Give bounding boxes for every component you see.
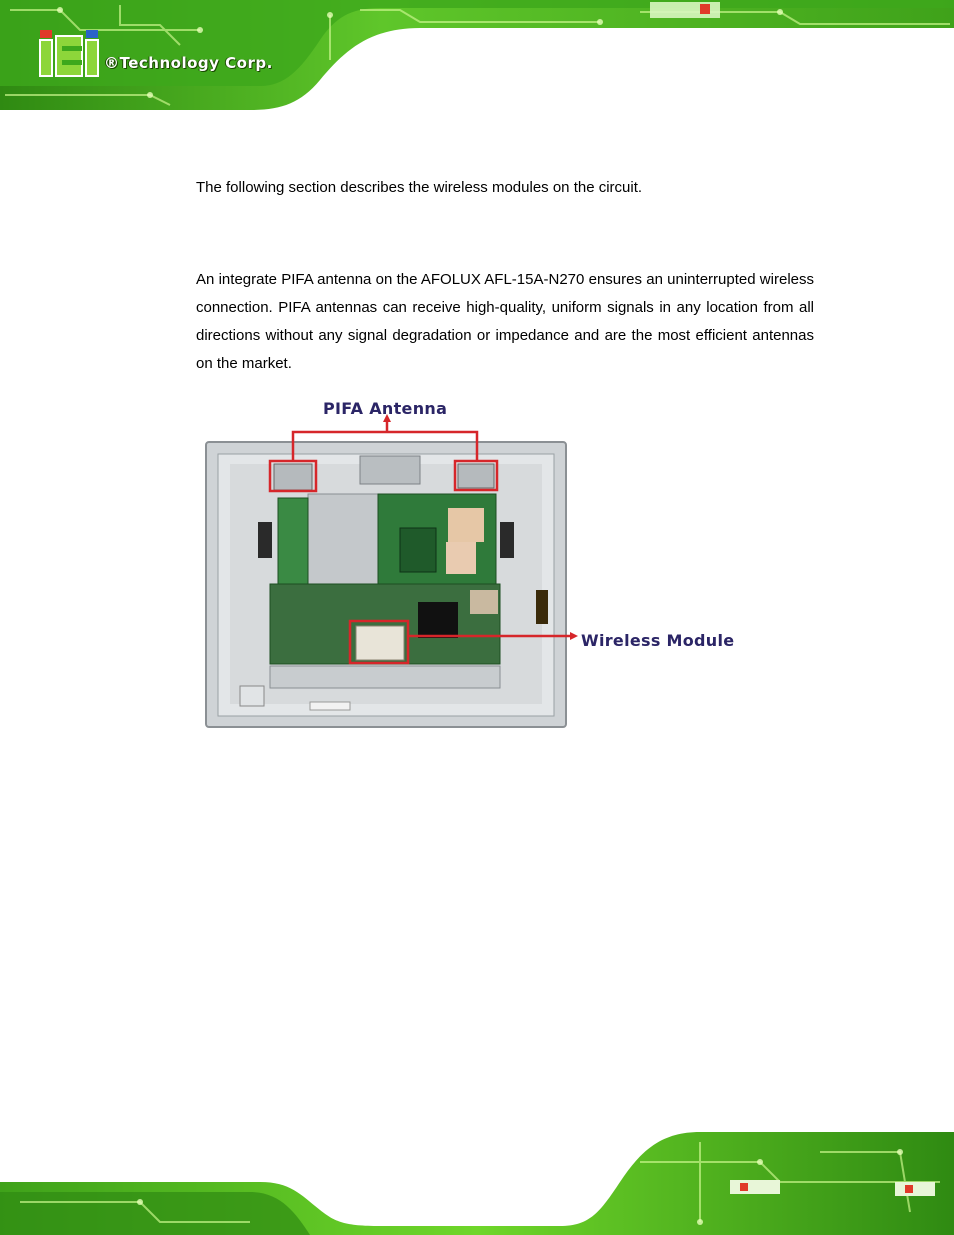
pifa-paragraph: An integrate PIFA antenna on the AFOLUX AFL-15A-N270 ensures an uninterrupted wireless connection. PIFA antennas can receive high-quality, uniform signals in any location from all directions without any signal degradation or impedance and are the most efficient antennas on the market.: [196, 271, 814, 372]
intro-paragraph: The following section describes the wireless modules on the circuit.: [196, 179, 643, 196]
pifa-antenna-label: PIFA Antenna: [323, 399, 448, 418]
wireless-module-label: Wireless Module: [581, 631, 735, 650]
footer-banner: [0, 1122, 954, 1235]
company-logo: [38, 30, 298, 80]
device-photo: [200, 390, 760, 735]
logo-tagline: ®Technology Corp.: [104, 54, 273, 72]
